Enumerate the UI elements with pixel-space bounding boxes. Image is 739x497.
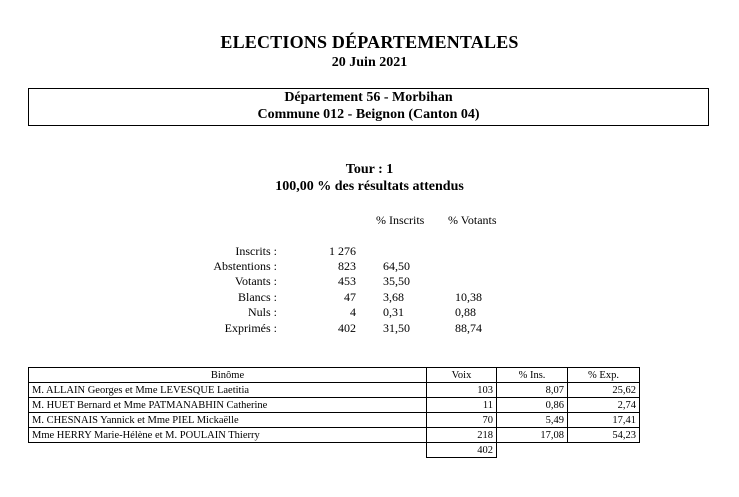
stats-pct-inscrits: 35,50	[383, 274, 410, 288]
election-date: 20 Juin 2021	[331, 55, 408, 70]
stats-pct-votants: 88,74	[455, 321, 482, 335]
col-header-pct-inscrits: % Inscrits	[376, 213, 425, 227]
commune-label: Commune 012 - Beignon (Canton 04)	[257, 107, 480, 122]
stats-label: Exprimés :	[224, 321, 277, 335]
stats-value: 47	[344, 290, 356, 304]
cell-binome: M. HUET Bernard et Mme PATMANABHIN Catherine	[29, 398, 427, 413]
table-row	[29, 398, 640, 413]
cell-pct-ins: 17,08	[497, 428, 568, 443]
stats-label: Blancs :	[238, 290, 277, 304]
page-title: ELECTIONS DÉPARTEMENTALES	[220, 32, 519, 52]
stats-pct-inscrits: 64,50	[383, 259, 410, 273]
header-pct-ins: % Ins.	[497, 368, 568, 383]
stats-value: 4	[350, 305, 356, 319]
stats-pct-inscrits: 0,31	[383, 305, 404, 319]
stats-row-exprimes	[0, 321, 739, 336]
stats-value: 823	[338, 259, 356, 273]
location-box	[28, 88, 709, 126]
cell-voix: 70	[427, 413, 497, 428]
cell-pct-exp: 54,23	[568, 428, 640, 443]
results-header-row	[29, 368, 640, 383]
stats-row-blancs	[0, 290, 739, 305]
stats-row-abstentions	[0, 259, 739, 274]
header-voix: Voix	[427, 368, 497, 383]
cell-pct-ins: 0,86	[497, 398, 568, 413]
cell-binome: Mme HERRY Marie-Hélène et M. POULAIN Thierry	[29, 428, 427, 443]
departement-label: Département 56 - Morbihan	[284, 90, 453, 105]
cell-voix: 103	[427, 383, 497, 398]
stats-pct-inscrits: 3,68	[383, 290, 404, 304]
cell-pct-exp: 2,74	[568, 398, 640, 413]
stats-pct-votants: 10,38	[455, 290, 482, 304]
table-row	[29, 383, 640, 398]
table-row	[29, 428, 640, 443]
table-row	[29, 413, 640, 428]
stats-pct-votants: 0,88	[455, 305, 476, 319]
stats-row-nuls	[0, 305, 739, 320]
stats-label: Inscrits :	[235, 244, 277, 258]
stats-row-inscrits	[0, 244, 739, 259]
cell-pct-exp: 25,62	[568, 383, 640, 398]
tour-label: Tour : 1	[345, 162, 394, 177]
cell-total-voix: 402	[427, 443, 497, 458]
header-binome: Binôme	[29, 368, 427, 383]
cell-pct-ins: 5,49	[497, 413, 568, 428]
stats-label: Abstentions :	[213, 259, 277, 273]
total-row	[29, 443, 640, 458]
cell-binome: M. ALLAIN Georges et Mme LEVESQUE Laetitia	[29, 383, 427, 398]
col-header-pct-votants: % Votants	[448, 213, 497, 227]
cell-binome: M. CHESNAIS Yannick et Mme PIEL Mickaëlle	[29, 413, 427, 428]
stats-label: Votants :	[234, 274, 277, 288]
stats-pct-inscrits: 31,50	[383, 321, 410, 335]
results-expected-label: 100,00 % des résultats attendus	[275, 179, 464, 194]
header-pct-exp: % Exp.	[568, 368, 640, 383]
stats-row-votants	[0, 274, 739, 289]
cell-pct-exp: 17,41	[568, 413, 640, 428]
stats-value: 1 276	[329, 244, 356, 258]
stats-label: Nuls :	[247, 305, 277, 319]
cell-voix: 218	[427, 428, 497, 443]
results-table	[28, 367, 640, 458]
cell-pct-ins: 8,07	[497, 383, 568, 398]
stats-value: 402	[338, 321, 356, 335]
cell-voix: 11	[427, 398, 497, 413]
stats-value: 453	[338, 274, 356, 288]
